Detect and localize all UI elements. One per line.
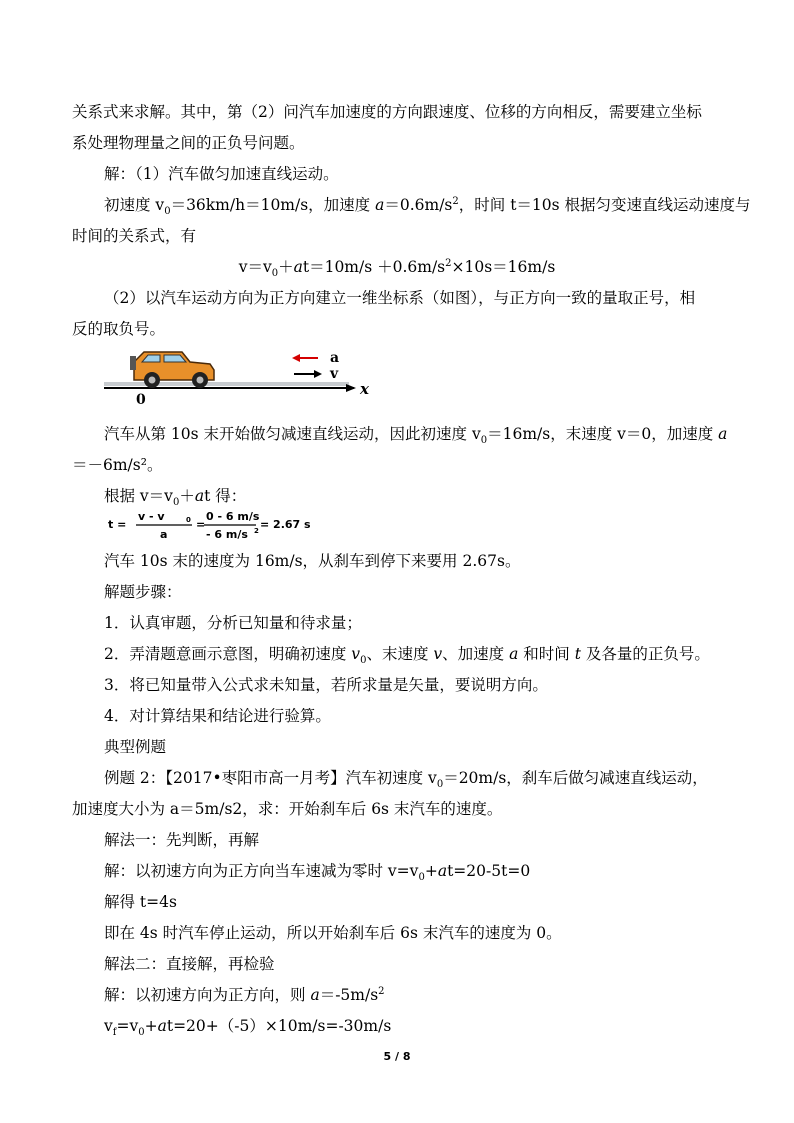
example-line: 加速度大小为 a＝5m/s2，求：开始刹车后 6s 末汽车的速度。 (72, 800, 503, 818)
solution-line: 解：以初速方向为正方向当车速减为零时 $v=v_0+at=20-5t=0$ (104, 862, 531, 884)
solution-line: 汽车 10s 末的速度为 16m/s，从刹车到停下来要用 2.67s。 (104, 552, 521, 570)
example-line: 例题 2：【2017•枣阳市高一月考】汽车初速度 $v_0=20m/s$，刹车后做匀减速直线运动， (104, 769, 708, 791)
acceleration-label: a (330, 350, 340, 366)
paragraph-line: ＝－6m/s²。 (72, 456, 163, 474)
origin-label: 0 (136, 392, 146, 406)
formula-lhs: t = (108, 518, 127, 531)
car-coordinate-figure (104, 338, 374, 406)
formula-denominator-2-sup: 2 (254, 527, 259, 535)
paragraph-line: 系处理物理量之间的正负号问题。 (72, 134, 305, 152)
solution-line: $v_f=v_0+at=20+(-5)\times 10m/s=-30m/s$ (104, 1017, 392, 1039)
paragraph-line: 反的取负号。 (72, 320, 166, 338)
solution-line: 汽车从第 10s 末开始做匀减速直线运动，因此初速度 $v_0=16m/s$，末速度 v＝0，加速度 a (104, 425, 728, 447)
solution-line: 解：以初速方向为正方向，则 $a=-5m/s^2$ (104, 985, 385, 1004)
page-number: 5 / 8 (383, 1050, 411, 1063)
formula-result: = 2.67 s (260, 518, 311, 531)
method-heading: 解法二：直接解，再检验 (104, 955, 275, 973)
solution-line: 初速度 $v_0=36km/h=10m/s$，加速度 $a=0.6m/s^2$，时间 t＝10s 根据匀变速直线运动速度与 (104, 195, 751, 218)
paragraph-line: 时间的关系式，有 (72, 227, 197, 245)
formula-numerator-2: 0 - 6 m/s (206, 510, 260, 523)
section-heading: 典型例题 (104, 738, 167, 756)
solution-line: 解得 t=4s (104, 893, 177, 911)
step-item: 3．将已知量带入公式求未知量，若所求量是矢量，要说明方向。 (104, 676, 548, 694)
time-formula-image (104, 506, 314, 544)
svg-text:=: = (196, 518, 206, 531)
section-heading: 解题步骤： (104, 583, 182, 601)
step-item: 2．弄清题意画示意图，明确初速度 $v_0$、末速度 v、加速度 a 和时间 t 及各量的正负号。 (104, 645, 710, 667)
paragraph-line: 关系式来求解。其中，第（2）问汽车加速度的方向跟速度、位移的方向相反，需要建立坐标 (72, 103, 702, 121)
method-heading: 解法一：先判断，再解 (104, 831, 260, 849)
formula-line: $v=v_0+at=10m/s +0.6m/s^2\times 10s=16m/s$ (238, 257, 556, 280)
formula-denominator-2: - 6 m/s (206, 528, 248, 541)
velocity-label: v (330, 366, 339, 382)
formula-numerator-1: v - v (138, 510, 165, 523)
solution-line: 根据 $v=v_0+at$ 得： (104, 487, 247, 509)
solution-line: 即在 4s 时汽车停止运动，所以开始刹车后 6s 末汽车的速度为 0。 (104, 924, 562, 942)
step-item: 4．对计算结果和结论进行验算。 (104, 707, 331, 725)
x-axis-label: x (360, 380, 369, 398)
formula-denominator-1: a (160, 528, 168, 541)
formula-numerator-1-sub: 0 (186, 516, 191, 524)
solution-line: 解：（1）汽车做匀加速直线运动。 (104, 165, 339, 183)
step-item: 1．认真审题，分析已知量和待求量； (104, 614, 362, 632)
road (104, 382, 349, 386)
solution-line: （2）以汽车运动方向为正方向建立一维坐标系（如图），与正方向一致的量取正号，相 (104, 289, 696, 307)
